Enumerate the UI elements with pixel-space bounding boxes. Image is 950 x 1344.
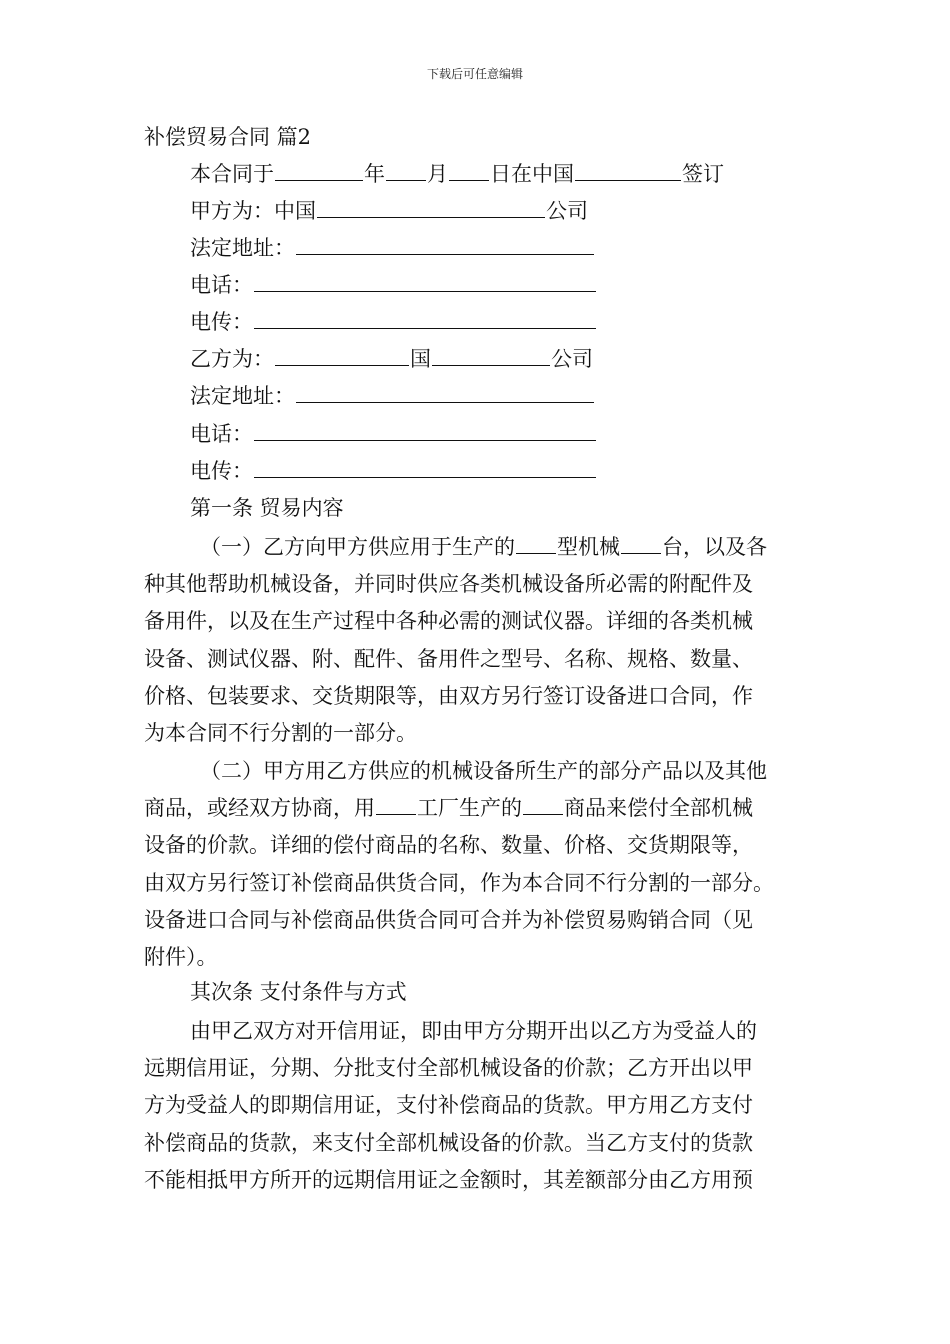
party-b-address-line: [190, 380, 595, 411]
text-run: 商品来偿付全部机械: [564, 796, 753, 821]
signed-label: 签订: [682, 162, 724, 186]
day-blank[interactable]: [449, 158, 489, 181]
article-1-heading: 第一条 贸易内容: [190, 496, 344, 520]
paragraph-line: 远期信用证，分期、分批支付全部机械设备的价款；乙方开出以甲: [144, 1056, 753, 1081]
article-2-heading: 其次条 支付条件与方式: [190, 980, 407, 1004]
party-a-fax-label: 电传：: [190, 310, 253, 334]
party-a-line: [190, 195, 588, 226]
goods-blank[interactable]: [523, 792, 563, 815]
party-b-line: [190, 343, 593, 374]
paragraph-line: 备用件，以及在生产过程中各种必需的测试仪器。详细的各类机械: [144, 609, 753, 634]
paragraph-line: 种其他帮助机械设备，并同时供应各类机械设备所必需的附配件及: [144, 572, 753, 597]
paragraph-line: 为本合同不行分割的一部分。: [144, 721, 417, 746]
text-run: 工厂生产的: [417, 796, 522, 821]
article-1-paragraph-1: [144, 529, 804, 752]
party-a-phone-label: 电话：: [190, 273, 253, 297]
party-b-phone-blank[interactable]: [254, 418, 596, 441]
model-blank[interactable]: [516, 531, 556, 554]
party-a-address-line: [190, 232, 595, 263]
paragraph-line: 不能相抵甲方所开的远期信用证之金额时，其差额部分由乙方用预: [144, 1167, 753, 1192]
party-a-suffix: 公司: [546, 199, 588, 223]
text-run: 台，以及各: [662, 535, 767, 559]
article-1-paragraph-2: [144, 753, 804, 976]
party-b-fax-blank[interactable]: [254, 455, 596, 478]
paragraph-line: [144, 790, 804, 827]
month-blank[interactable]: [386, 158, 426, 181]
place-blank[interactable]: [575, 158, 681, 181]
party-a-address-label: 法定地址：: [190, 236, 295, 260]
party-b-company-blank[interactable]: [432, 343, 550, 366]
paragraph-line: 设备进口合同与补偿商品供货合同可合并为补偿贸易购销合同（见: [144, 907, 753, 932]
party-a-fax-blank[interactable]: [254, 306, 596, 329]
page-header: 下载后可任意编辑: [426, 67, 523, 81]
party-b-label: 乙方为：: [190, 347, 274, 371]
party-b-phone-label: 电话：: [190, 422, 253, 446]
paragraph-line: 价格、包装要求、交货期限等，由双方另行签订设备进口合同，作: [144, 683, 753, 708]
document-title: 补偿贸易合同 篇2: [144, 125, 312, 149]
party-a-name-blank[interactable]: [317, 195, 545, 218]
text-run: 商品，或经双方协商，用: [144, 796, 375, 821]
party-b-phone-line: [190, 418, 597, 449]
contract-date-line: [190, 158, 724, 189]
party-b-fax-line: [190, 455, 597, 486]
party-a-label: 甲方为：中国: [190, 199, 316, 223]
paragraph-line: 由甲乙双方对开信用证，即由甲方分期开出以乙方为受益人的: [190, 1019, 757, 1043]
year-blank[interactable]: [275, 158, 363, 181]
party-b-fax-label: 电传：: [190, 459, 253, 483]
day-location-label: 日在中国: [490, 162, 574, 186]
paragraph-line: （二）甲方用乙方供应的机械设备所生产的部分产品以及其他: [200, 759, 767, 783]
party-a-fax-line: [190, 306, 597, 337]
paragraph-line: 方为受益人的即期信用证，支付补偿商品的货款。甲方用乙方支付: [144, 1093, 753, 1118]
article-2-paragraph-1: [144, 1013, 804, 1199]
text-run: 型机械: [557, 535, 620, 559]
year-label: 年: [364, 162, 385, 186]
paragraph-line: [144, 529, 804, 566]
text-run: （一）乙方向甲方供应用于生产的: [200, 535, 515, 559]
paragraph-line: 由双方另行签订补偿商品供货合同，作为本合同不行分割的一部分。: [144, 870, 774, 895]
paragraph-line: 设备的价款。详细的偿付商品的名称、数量、价格、交货期限等，: [144, 833, 753, 858]
party-a-address-blank[interactable]: [296, 232, 594, 255]
party-b-address-label: 法定地址：: [190, 384, 295, 408]
party-a-phone-line: [190, 269, 597, 300]
date-prefix: 本合同于: [190, 162, 274, 186]
paragraph-line: 补偿商品的货款，来支付全部机械设备的价款。当乙方支付的货款: [144, 1130, 753, 1155]
party-b-name-blank[interactable]: [275, 343, 409, 366]
party-a-phone-blank[interactable]: [254, 269, 596, 292]
paragraph-line: 附件）。: [144, 945, 218, 970]
party-b-suffix: 公司: [551, 347, 593, 371]
party-b-address-blank[interactable]: [296, 380, 594, 403]
factory-blank[interactable]: [376, 792, 416, 815]
party-b-country-label: 国: [410, 347, 431, 371]
quantity-blank[interactable]: [621, 531, 661, 554]
month-label: 月: [427, 162, 448, 186]
paragraph-line: 设备、测试仪器、附、配件、备用件之型号、名称、规格、数量、: [144, 646, 753, 671]
